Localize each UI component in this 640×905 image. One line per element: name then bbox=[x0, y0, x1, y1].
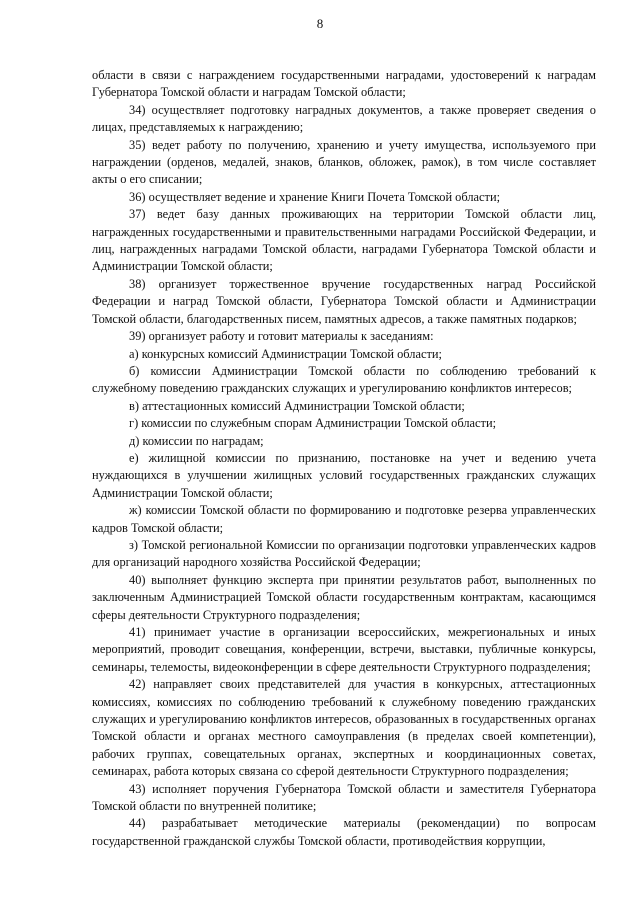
paragraph: б) комиссии Администрации Томской области по соблюдению требований к служебному поведению гражданских служащих и урегулированию конфликтов интересов; bbox=[92, 363, 596, 396]
paragraph: в) аттестационных комиссий Администрации Томской области; bbox=[129, 398, 465, 413]
paragraph: 43) исполняет поручения Губернатора Томской области и заместителя Губернатора Томской области по внутренней политике; bbox=[92, 781, 596, 814]
document-body bbox=[92, 67, 596, 850]
paragraph: 44) разрабатывает методические материалы (рекомендации) по вопросам государственной гражданской службы Томской области, противодействия коррупции, bbox=[92, 816, 596, 848]
paragraph: 41) принимает участие в организации всероссийских, межрегиональных и иных мероприятий, проводит совещания, конференции, встречи, выставки, публичные конкурсы, семинары, телемосты, видеоконференции в сфере деятельности Структурного подразделения; bbox=[92, 625, 596, 674]
paragraph: области в связи с награждением государственными наградами, удостоверений к наградам Губернатора Томской области и наградам Томской области; bbox=[92, 68, 596, 100]
paragraph: а) конкурсных комиссий Администрации Томской области; bbox=[129, 346, 442, 361]
paragraph: 35) ведет работу по получению, хранению и учету имущества, используемого при награждении (орденов, медалей, знаков, бланков, обложек, рамок), в том числе составляет акты о его списании; bbox=[92, 137, 596, 187]
paragraph: 38) организует торжественное вручение государственных наград Российской Федерации и наград Томской области, Губернатора Томской области и Администрации Томской области, благодарственных писем, памятных адресов, а также памятных подарков; bbox=[92, 276, 596, 326]
paragraph: е) жилищной комиссии по признанию, постановке на учет и ведению учета нуждающихся в улучшении жилищных условий государственных гражданских служащих Администрации Томской области; bbox=[92, 450, 596, 500]
paragraph: д) комиссии по наградам; bbox=[129, 433, 264, 448]
paragraph: з) Томской региональной Комиссии по организации подготовки управленческих кадров для организаций народного хозяйства Российской Федерации; bbox=[92, 537, 596, 570]
paragraph: 42) направляет своих представителей для участия в конкурсных, аттестационных комиссиях, комиссиях по соблюдению требований к служебному поведению гражданских служащих и урегулированию конфликтов интересов, образованных в государственных органах Томской области и органах местного самоуправления (в пределах своей компетенции), рабочих группах, совещательных органах, экспертных и координационных советах, семинарах, работа которых связана со сферой деятельности Структурного подразделения; bbox=[92, 677, 596, 779]
paragraph: 34) осуществляет подготовку наградных документов, а также проверяет сведения о лицах, представляемых к награждению; bbox=[92, 102, 596, 135]
paragraph: 37) ведет базу данных проживающих на территории Томской области лиц, награжденных государственными и правительственными наградами Российской Федерации, и лиц, награжденных наградами Томской области, наградами Губернатора Томской области и Администрации Томской области; bbox=[92, 207, 596, 274]
paragraph: 36) осуществляет ведение и хранение Книги Почета Томской области; bbox=[129, 189, 501, 204]
page-number: 8 bbox=[316, 16, 324, 31]
paragraph: 40) выполняет функцию эксперта при принятии результатов работ, выполненных по заключенным Администрацией Томской области государственным контрактам, касающимся сферы деятельности Структурного подразделения; bbox=[92, 572, 596, 622]
paragraph: ж) комиссии Томской области по формированию и подготовке резерва управленческих кадров Томской области; bbox=[92, 503, 596, 535]
paragraph: 39) организует работу и готовит материалы к заседаниям: bbox=[129, 329, 434, 344]
paragraph: г) комиссии по служебным спорам Администрации Томской области; bbox=[129, 416, 497, 431]
